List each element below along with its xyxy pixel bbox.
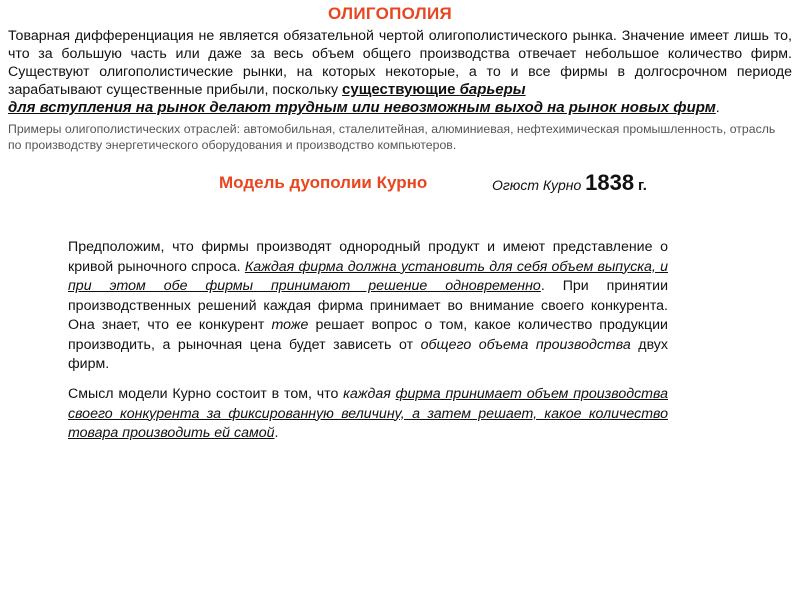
p2-b: каждая xyxy=(343,386,391,402)
paragraph-meaning xyxy=(68,385,668,444)
p1-b: Каждая фирма должна установить для себя объем выпуска, и при этом обе фирмы принимают решение одновременно xyxy=(68,258,668,294)
p1-g: двух фирм. xyxy=(68,336,668,372)
intro-paragraph xyxy=(8,27,792,117)
intro-emphasis-entry-italic: для вступления на рынок делают трудным или невозможным выход на рынок новых фирм xyxy=(8,99,716,116)
p1-a: Предположим, что фирмы производят однородный продукт и имеют представление о кривой рыночного спроса. xyxy=(68,239,668,275)
intro-emphasis-start: существующие xyxy=(342,81,460,98)
author-name: Огюст Курно xyxy=(492,177,582,193)
p1-e: решает вопрос о том, какое количество продукции производить, а рыночная цена будет зависеть от xyxy=(68,317,668,353)
p2-e: . xyxy=(274,425,279,441)
intro-text: Товарная дифференциация не является обязательной чертой олигополистического рынка. Значение имеет лишь то, что за большую часть или даже за весь объем общего производства отвечает небольшое количество фирм. Существуют олигополистические рынки, на которых некоторые, а то и все фирмы в долгосрочном периоде зарабатывают существенные прибыли, поскольку xyxy=(8,28,792,98)
examples-note: Примеры олигополистических отраслей: автомобильная, сталелитейная, алюминиевая, нефтехимическая промышленность, отрасль по производству энергетического оборудования и производство компьютеров. xyxy=(8,122,776,152)
p1-f: общего объема производства xyxy=(420,336,631,353)
p2-d: фирма принимает объем производства своего конкурента за фиксированную величину, а затем решает, какое количество товара производить ей самой xyxy=(68,386,668,441)
paragraph-assumptions xyxy=(68,238,668,375)
page-title: ОЛИГОПОЛИЯ xyxy=(328,4,452,23)
author-year: 1838 xyxy=(585,170,635,195)
p2-a: Смысл модели Курно состоит в том, что xyxy=(68,386,344,402)
intro-emphasis xyxy=(342,81,526,98)
p1-d: тоже xyxy=(271,317,309,333)
model-author xyxy=(492,170,647,196)
p1-c: . При принятии производственных решений каждая фирма принимает во внимание своего конкурента. Она знает, что ее конкурент xyxy=(68,278,669,333)
model-title: Модель дуополии Курно xyxy=(219,173,428,192)
intro-emphasis-entry xyxy=(8,99,716,116)
intro-emphasis-barriers: барьеры xyxy=(459,81,526,98)
intro-end: . xyxy=(715,100,720,116)
year-suffix: г. xyxy=(637,177,647,194)
